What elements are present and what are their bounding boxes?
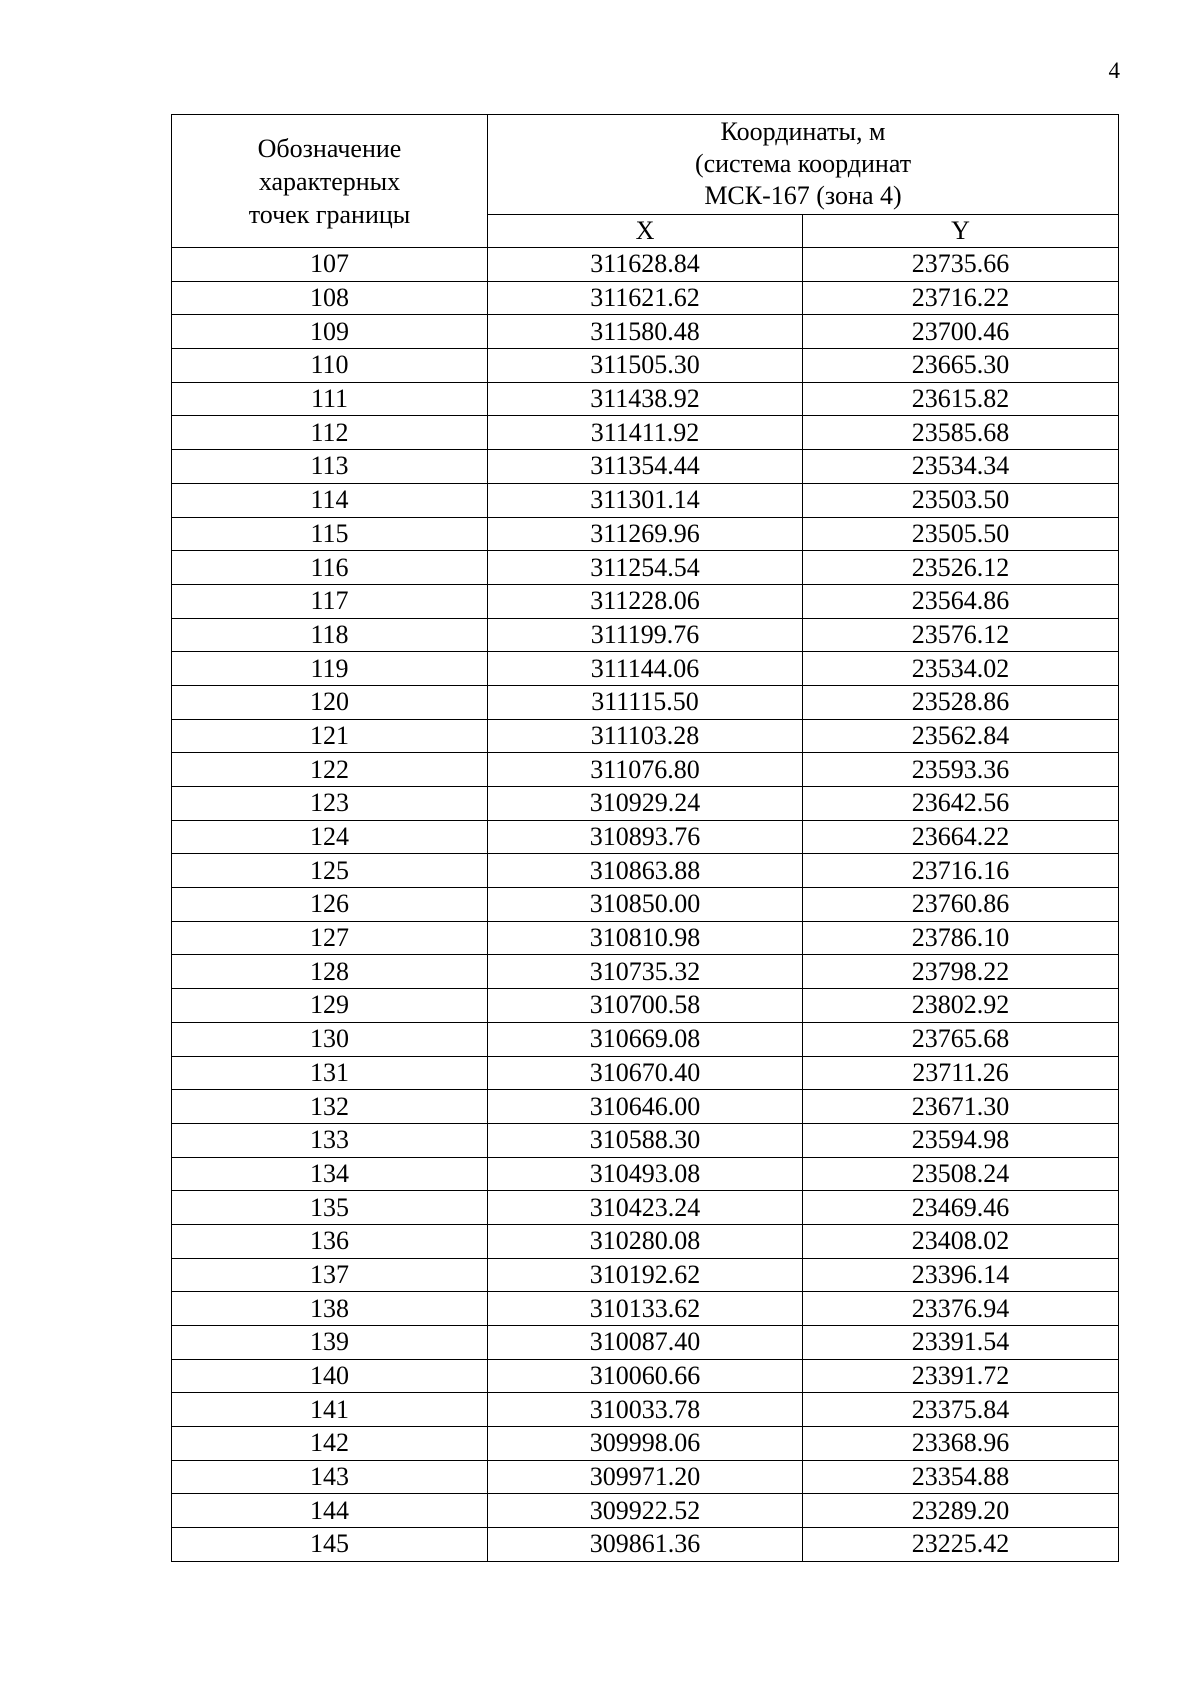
point-designation-cell: 120 <box>172 685 488 719</box>
table-row <box>172 349 1119 383</box>
table-row <box>172 1460 1119 1494</box>
designation-header-line: Обозначение <box>257 133 402 163</box>
table-row <box>172 416 1119 450</box>
x-coordinate-cell: 310646.00 <box>488 1090 803 1124</box>
y-column-header: Y <box>803 214 1119 247</box>
y-coordinate-cell: 23564.86 <box>803 584 1119 618</box>
x-coordinate-cell: 310893.76 <box>488 820 803 854</box>
point-designation-cell: 110 <box>172 349 488 383</box>
point-designation-cell: 139 <box>172 1326 488 1360</box>
y-coordinate-cell: 23289.20 <box>803 1494 1119 1528</box>
table-row <box>172 618 1119 652</box>
table-row <box>172 1494 1119 1528</box>
y-coordinate-cell: 23786.10 <box>803 921 1119 955</box>
x-coordinate-cell: 311199.76 <box>488 618 803 652</box>
coordinates-header-line: МСК-167 (зона 4) <box>704 181 902 211</box>
y-coordinate-cell: 23469.46 <box>803 1191 1119 1225</box>
point-designation-cell: 145 <box>172 1528 488 1562</box>
y-coordinate-cell: 23716.22 <box>803 281 1119 315</box>
y-coordinate-cell: 23528.86 <box>803 685 1119 719</box>
point-designation-cell: 115 <box>172 517 488 551</box>
y-coordinate-cell: 23735.66 <box>803 248 1119 282</box>
x-coordinate-cell: 311228.06 <box>488 584 803 618</box>
y-coordinate-cell: 23576.12 <box>803 618 1119 652</box>
y-coordinate-cell: 23593.36 <box>803 753 1119 787</box>
table-row <box>172 1022 1119 1056</box>
x-coordinate-cell: 310423.24 <box>488 1191 803 1225</box>
y-coordinate-cell: 23505.50 <box>803 517 1119 551</box>
x-coordinate-cell: 309861.36 <box>488 1528 803 1562</box>
y-coordinate-cell: 23375.84 <box>803 1393 1119 1427</box>
x-coordinate-cell: 311505.30 <box>488 349 803 383</box>
y-coordinate-cell: 23664.22 <box>803 820 1119 854</box>
x-coordinate-cell: 311438.92 <box>488 382 803 416</box>
table-row <box>172 719 1119 753</box>
table-header <box>172 115 1119 248</box>
point-designation-cell: 116 <box>172 551 488 585</box>
y-coordinate-cell: 23408.02 <box>803 1224 1119 1258</box>
x-coordinate-cell: 310670.40 <box>488 1056 803 1090</box>
x-coordinate-cell: 310929.24 <box>488 787 803 821</box>
designation-header-line: точек границы <box>248 199 411 229</box>
table-row <box>172 652 1119 686</box>
x-coordinate-cell: 309971.20 <box>488 1460 803 1494</box>
point-designation-cell: 109 <box>172 315 488 349</box>
point-designation-cell: 126 <box>172 888 488 922</box>
table-row <box>172 248 1119 282</box>
y-coordinate-cell: 23354.88 <box>803 1460 1119 1494</box>
coordinates-header-line: Координаты, м <box>720 117 886 147</box>
designation-header-line: характерных <box>258 166 401 196</box>
x-coordinate-cell: 310700.58 <box>488 989 803 1023</box>
y-coordinate-cell: 23391.72 <box>803 1359 1119 1393</box>
point-designation-cell: 138 <box>172 1292 488 1326</box>
x-coordinate-cell: 311354.44 <box>488 450 803 484</box>
x-coordinate-cell: 309922.52 <box>488 1494 803 1528</box>
y-coordinate-cell: 23716.16 <box>803 854 1119 888</box>
y-coordinate-cell: 23642.56 <box>803 787 1119 821</box>
table-row <box>172 1056 1119 1090</box>
point-designation-cell: 129 <box>172 989 488 1023</box>
point-designation-cell: 112 <box>172 416 488 450</box>
y-coordinate-cell: 23503.50 <box>803 483 1119 517</box>
y-coordinate-cell: 23700.46 <box>803 315 1119 349</box>
y-coordinate-cell: 23526.12 <box>803 551 1119 585</box>
table-row <box>172 1427 1119 1461</box>
table-row <box>172 1292 1119 1326</box>
table-row <box>172 921 1119 955</box>
table-row <box>172 1393 1119 1427</box>
y-coordinate-cell: 23396.14 <box>803 1258 1119 1292</box>
point-designation-cell: 143 <box>172 1460 488 1494</box>
point-designation-cell: 113 <box>172 450 488 484</box>
y-coordinate-cell: 23534.34 <box>803 450 1119 484</box>
x-coordinate-cell: 311115.50 <box>488 685 803 719</box>
y-coordinate-cell: 23760.86 <box>803 888 1119 922</box>
table-body <box>172 248 1119 1562</box>
y-coordinate-cell: 23534.02 <box>803 652 1119 686</box>
point-designation-cell: 133 <box>172 1123 488 1157</box>
x-coordinate-cell: 310060.66 <box>488 1359 803 1393</box>
y-coordinate-cell: 23225.42 <box>803 1528 1119 1562</box>
x-coordinate-cell: 310588.30 <box>488 1123 803 1157</box>
point-designation-cell: 132 <box>172 1090 488 1124</box>
x-coordinate-cell: 310493.08 <box>488 1157 803 1191</box>
y-coordinate-cell: 23508.24 <box>803 1157 1119 1191</box>
table-row <box>172 989 1119 1023</box>
point-designation-cell: 119 <box>172 652 488 686</box>
x-coordinate-cell: 311580.48 <box>488 315 803 349</box>
table-row <box>172 1191 1119 1225</box>
point-designation-cell: 141 <box>172 1393 488 1427</box>
point-designation-cell: 127 <box>172 921 488 955</box>
y-coordinate-cell: 23615.82 <box>803 382 1119 416</box>
coordinates-header-line: (система координат <box>694 149 912 179</box>
table-row <box>172 1123 1119 1157</box>
point-designation-cell: 131 <box>172 1056 488 1090</box>
point-designation-cell: 122 <box>172 753 488 787</box>
table-row <box>172 854 1119 888</box>
y-coordinate-cell: 23391.54 <box>803 1326 1119 1360</box>
table-row <box>172 382 1119 416</box>
point-designation-cell: 137 <box>172 1258 488 1292</box>
table-row <box>172 955 1119 989</box>
point-designation-cell: 124 <box>172 820 488 854</box>
point-designation-cell: 128 <box>172 955 488 989</box>
table-row <box>172 685 1119 719</box>
y-coordinate-cell: 23585.68 <box>803 416 1119 450</box>
point-designation-cell: 136 <box>172 1224 488 1258</box>
table-row <box>172 1157 1119 1191</box>
point-designation-cell: 140 <box>172 1359 488 1393</box>
table-row <box>172 1359 1119 1393</box>
table-row <box>172 1224 1119 1258</box>
x-coordinate-cell: 310133.62 <box>488 1292 803 1326</box>
page-number: 4 <box>1108 58 1120 83</box>
x-coordinate-cell: 310669.08 <box>488 1022 803 1056</box>
table-row <box>172 1326 1119 1360</box>
x-coordinate-cell: 310810.98 <box>488 921 803 955</box>
table-row <box>172 787 1119 821</box>
table-row <box>172 1528 1119 1562</box>
point-designation-cell: 135 <box>172 1191 488 1225</box>
point-designation-cell: 107 <box>172 248 488 282</box>
x-coordinate-cell: 311103.28 <box>488 719 803 753</box>
table-row <box>172 450 1119 484</box>
y-coordinate-cell: 23376.94 <box>803 1292 1119 1326</box>
y-coordinate-cell: 23368.96 <box>803 1427 1119 1461</box>
y-coordinate-cell: 23562.84 <box>803 719 1119 753</box>
point-designation-cell: 108 <box>172 281 488 315</box>
table-row <box>172 1090 1119 1124</box>
y-coordinate-cell: 23594.98 <box>803 1123 1119 1157</box>
y-coordinate-cell: 23671.30 <box>803 1090 1119 1124</box>
x-coordinate-cell: 310850.00 <box>488 888 803 922</box>
table-row <box>172 888 1119 922</box>
table-row <box>172 1258 1119 1292</box>
table-row <box>172 753 1119 787</box>
y-coordinate-cell: 23711.26 <box>803 1056 1119 1090</box>
table-row <box>172 483 1119 517</box>
y-coordinate-cell: 23798.22 <box>803 955 1119 989</box>
point-designation-cell: 123 <box>172 787 488 821</box>
coordinates-header <box>488 115 1119 215</box>
y-coordinate-cell: 23802.92 <box>803 989 1119 1023</box>
x-coordinate-cell: 310033.78 <box>488 1393 803 1427</box>
x-coordinate-cell: 311628.84 <box>488 248 803 282</box>
x-coordinate-cell: 311144.06 <box>488 652 803 686</box>
coordinates-table <box>171 114 1119 1562</box>
point-designation-cell: 134 <box>172 1157 488 1191</box>
y-coordinate-cell: 23765.68 <box>803 1022 1119 1056</box>
x-coordinate-cell: 310087.40 <box>488 1326 803 1360</box>
designation-header <box>172 115 488 248</box>
point-designation-cell: 142 <box>172 1427 488 1461</box>
point-designation-cell: 118 <box>172 618 488 652</box>
table-row <box>172 315 1119 349</box>
table-row <box>172 551 1119 585</box>
point-designation-cell: 121 <box>172 719 488 753</box>
point-designation-cell: 111 <box>172 382 488 416</box>
point-designation-cell: 117 <box>172 584 488 618</box>
y-coordinate-cell: 23665.30 <box>803 349 1119 383</box>
x-coordinate-cell: 311411.92 <box>488 416 803 450</box>
point-designation-cell: 114 <box>172 483 488 517</box>
x-coordinate-cell: 311076.80 <box>488 753 803 787</box>
point-designation-cell: 130 <box>172 1022 488 1056</box>
x-coordinate-cell: 309998.06 <box>488 1427 803 1461</box>
x-coordinate-cell: 311301.14 <box>488 483 803 517</box>
x-coordinate-cell: 311269.96 <box>488 517 803 551</box>
point-designation-cell: 144 <box>172 1494 488 1528</box>
point-designation-cell: 125 <box>172 854 488 888</box>
x-coordinate-cell: 310735.32 <box>488 955 803 989</box>
x-coordinate-cell: 310863.88 <box>488 854 803 888</box>
table-row <box>172 820 1119 854</box>
x-coordinate-cell: 311621.62 <box>488 281 803 315</box>
table-row <box>172 281 1119 315</box>
x-coordinate-cell: 311254.54 <box>488 551 803 585</box>
x-column-header: X <box>488 214 803 247</box>
x-coordinate-cell: 310192.62 <box>488 1258 803 1292</box>
table-row <box>172 517 1119 551</box>
x-coordinate-cell: 310280.08 <box>488 1224 803 1258</box>
table-row <box>172 584 1119 618</box>
